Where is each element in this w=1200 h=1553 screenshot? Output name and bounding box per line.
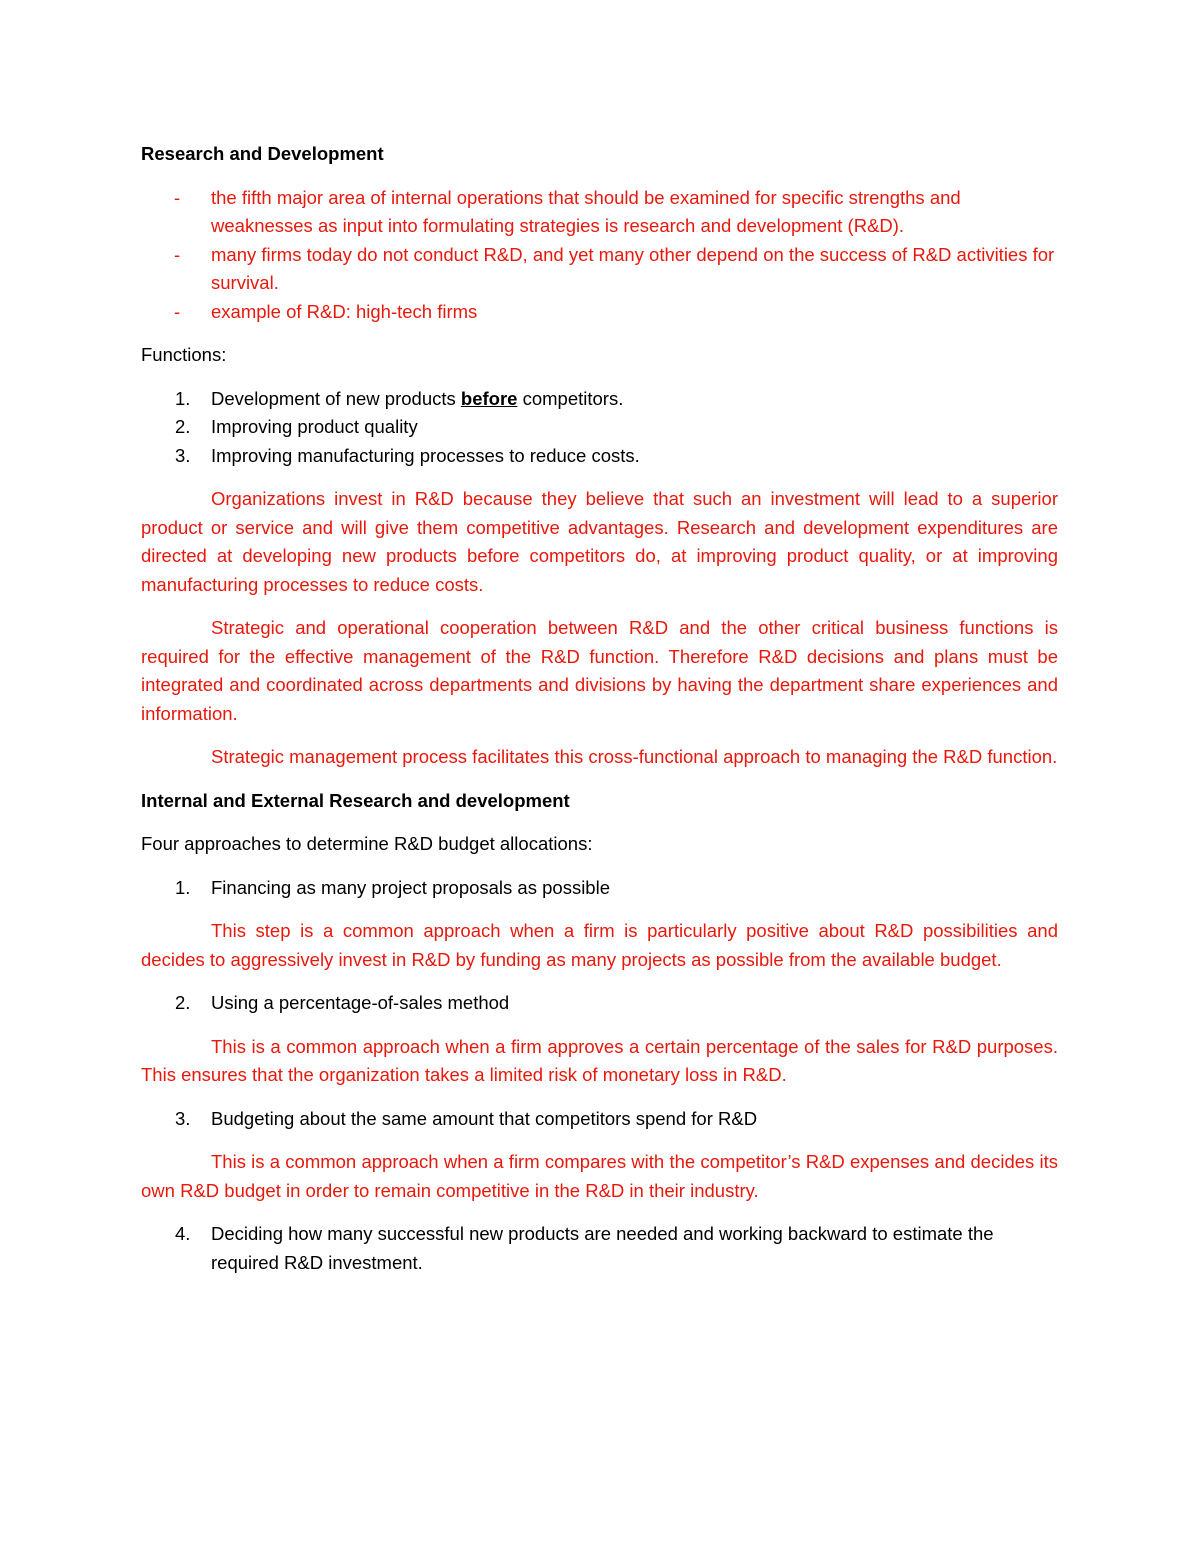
bullet-dash: -	[174, 300, 181, 322]
bullet-text: many firms today do not conduct R&D, and yet many other depend on the success of R&D activities for survival.	[211, 243, 1055, 293]
intro-bullet-item	[141, 184, 1058, 241]
function-item	[141, 413, 1058, 442]
paragraph-investment: Organizations invest in R&D because they believe that such an investment will lead to a superior product or service and will give them competitive advantages. Research and development expenditures are directed at developing new products before competitors do, at improving product quality, or at improving manufacturing processes to reduce costs.	[141, 488, 1058, 595]
list-number: 3.	[175, 1107, 191, 1129]
list-number: 3.	[175, 444, 191, 466]
approach-title-text: Deciding how many successful new products are needed and working backward to estimate the required R&D investment.	[211, 1223, 994, 1273]
intro-bullet-list	[141, 184, 1058, 327]
approaches-intro: Four approaches to determine R&D budget allocations:	[141, 833, 593, 854]
approach-title-text: Budgeting about the same amount that competitors spend for R&D	[211, 1107, 758, 1129]
intro-bullet-item	[141, 241, 1058, 298]
approach-title	[141, 989, 1058, 1018]
bullet-text: example of R&D: high-tech firms	[211, 300, 478, 322]
function-text-start: Development of new products	[211, 387, 461, 409]
list-number: 4.	[175, 1223, 191, 1244]
paragraph-cooperation: Strategic and operational cooperation between R&D and the other critical business functions is required for the effective management of the R&D function. Therefore R&D decisions and plans must be integrated and coordinated across departments and divisions by having the department share experiences and information.	[141, 617, 1058, 724]
function-text: Improving product quality	[211, 416, 418, 437]
function-item	[141, 385, 1058, 414]
function-text-end: competitors.	[517, 387, 624, 409]
approach-explanation: This is a common approach when a firm approves a certain percentage of the sales for R&D purposes. This ensures that the organization takes a limited risk of monetary loss in R&D.	[141, 1035, 1058, 1085]
bullet-dash: -	[174, 186, 181, 208]
function-text: Improving manufacturing processes to reduce costs.	[211, 444, 640, 466]
list-number: 2.	[175, 416, 191, 437]
list-number: 1.	[175, 387, 191, 409]
approach-title	[141, 874, 1058, 903]
list-number: 2.	[175, 992, 191, 1013]
approach-title	[141, 1105, 1058, 1134]
approach-explanation: This step is a common approach when a firm is particularly positive about R&D possibilities and decides to aggressively invest in R&D by funding as many projects as possible from the available budget.	[141, 920, 1058, 970]
bullet-dash: -	[174, 243, 181, 265]
document-content	[141, 140, 1058, 1292]
section-heading-internal-external: Internal and External Research and development	[141, 789, 570, 811]
intro-bullet-item	[141, 298, 1058, 327]
bullet-text: the fifth major area of internal operations that should be examined for specific strengths and weaknesses as input into formulating strategies is research and development (R&D).	[211, 186, 961, 236]
list-number: 1.	[175, 876, 191, 898]
functions-list	[141, 385, 1058, 471]
approach-title-text: Using a percentage-of-sales method	[211, 992, 510, 1013]
approach-title-text: Financing as many project proposals as possible	[211, 876, 610, 898]
emphasis-word: before	[460, 387, 518, 409]
approach-title	[141, 1220, 1058, 1277]
section-heading-rnd: Research and Development	[141, 143, 384, 164]
functions-label: Functions:	[141, 344, 227, 365]
function-item	[141, 442, 1058, 471]
paragraph-process: Strategic management process facilitates this cross-functional approach to managing the R&D function.	[211, 746, 1058, 767]
approach-explanation: This is a common approach when a firm compares with the competitor’s R&D expenses and decides its own R&D budget in order to remain competitive in the R&D in their industry.	[141, 1151, 1058, 1201]
